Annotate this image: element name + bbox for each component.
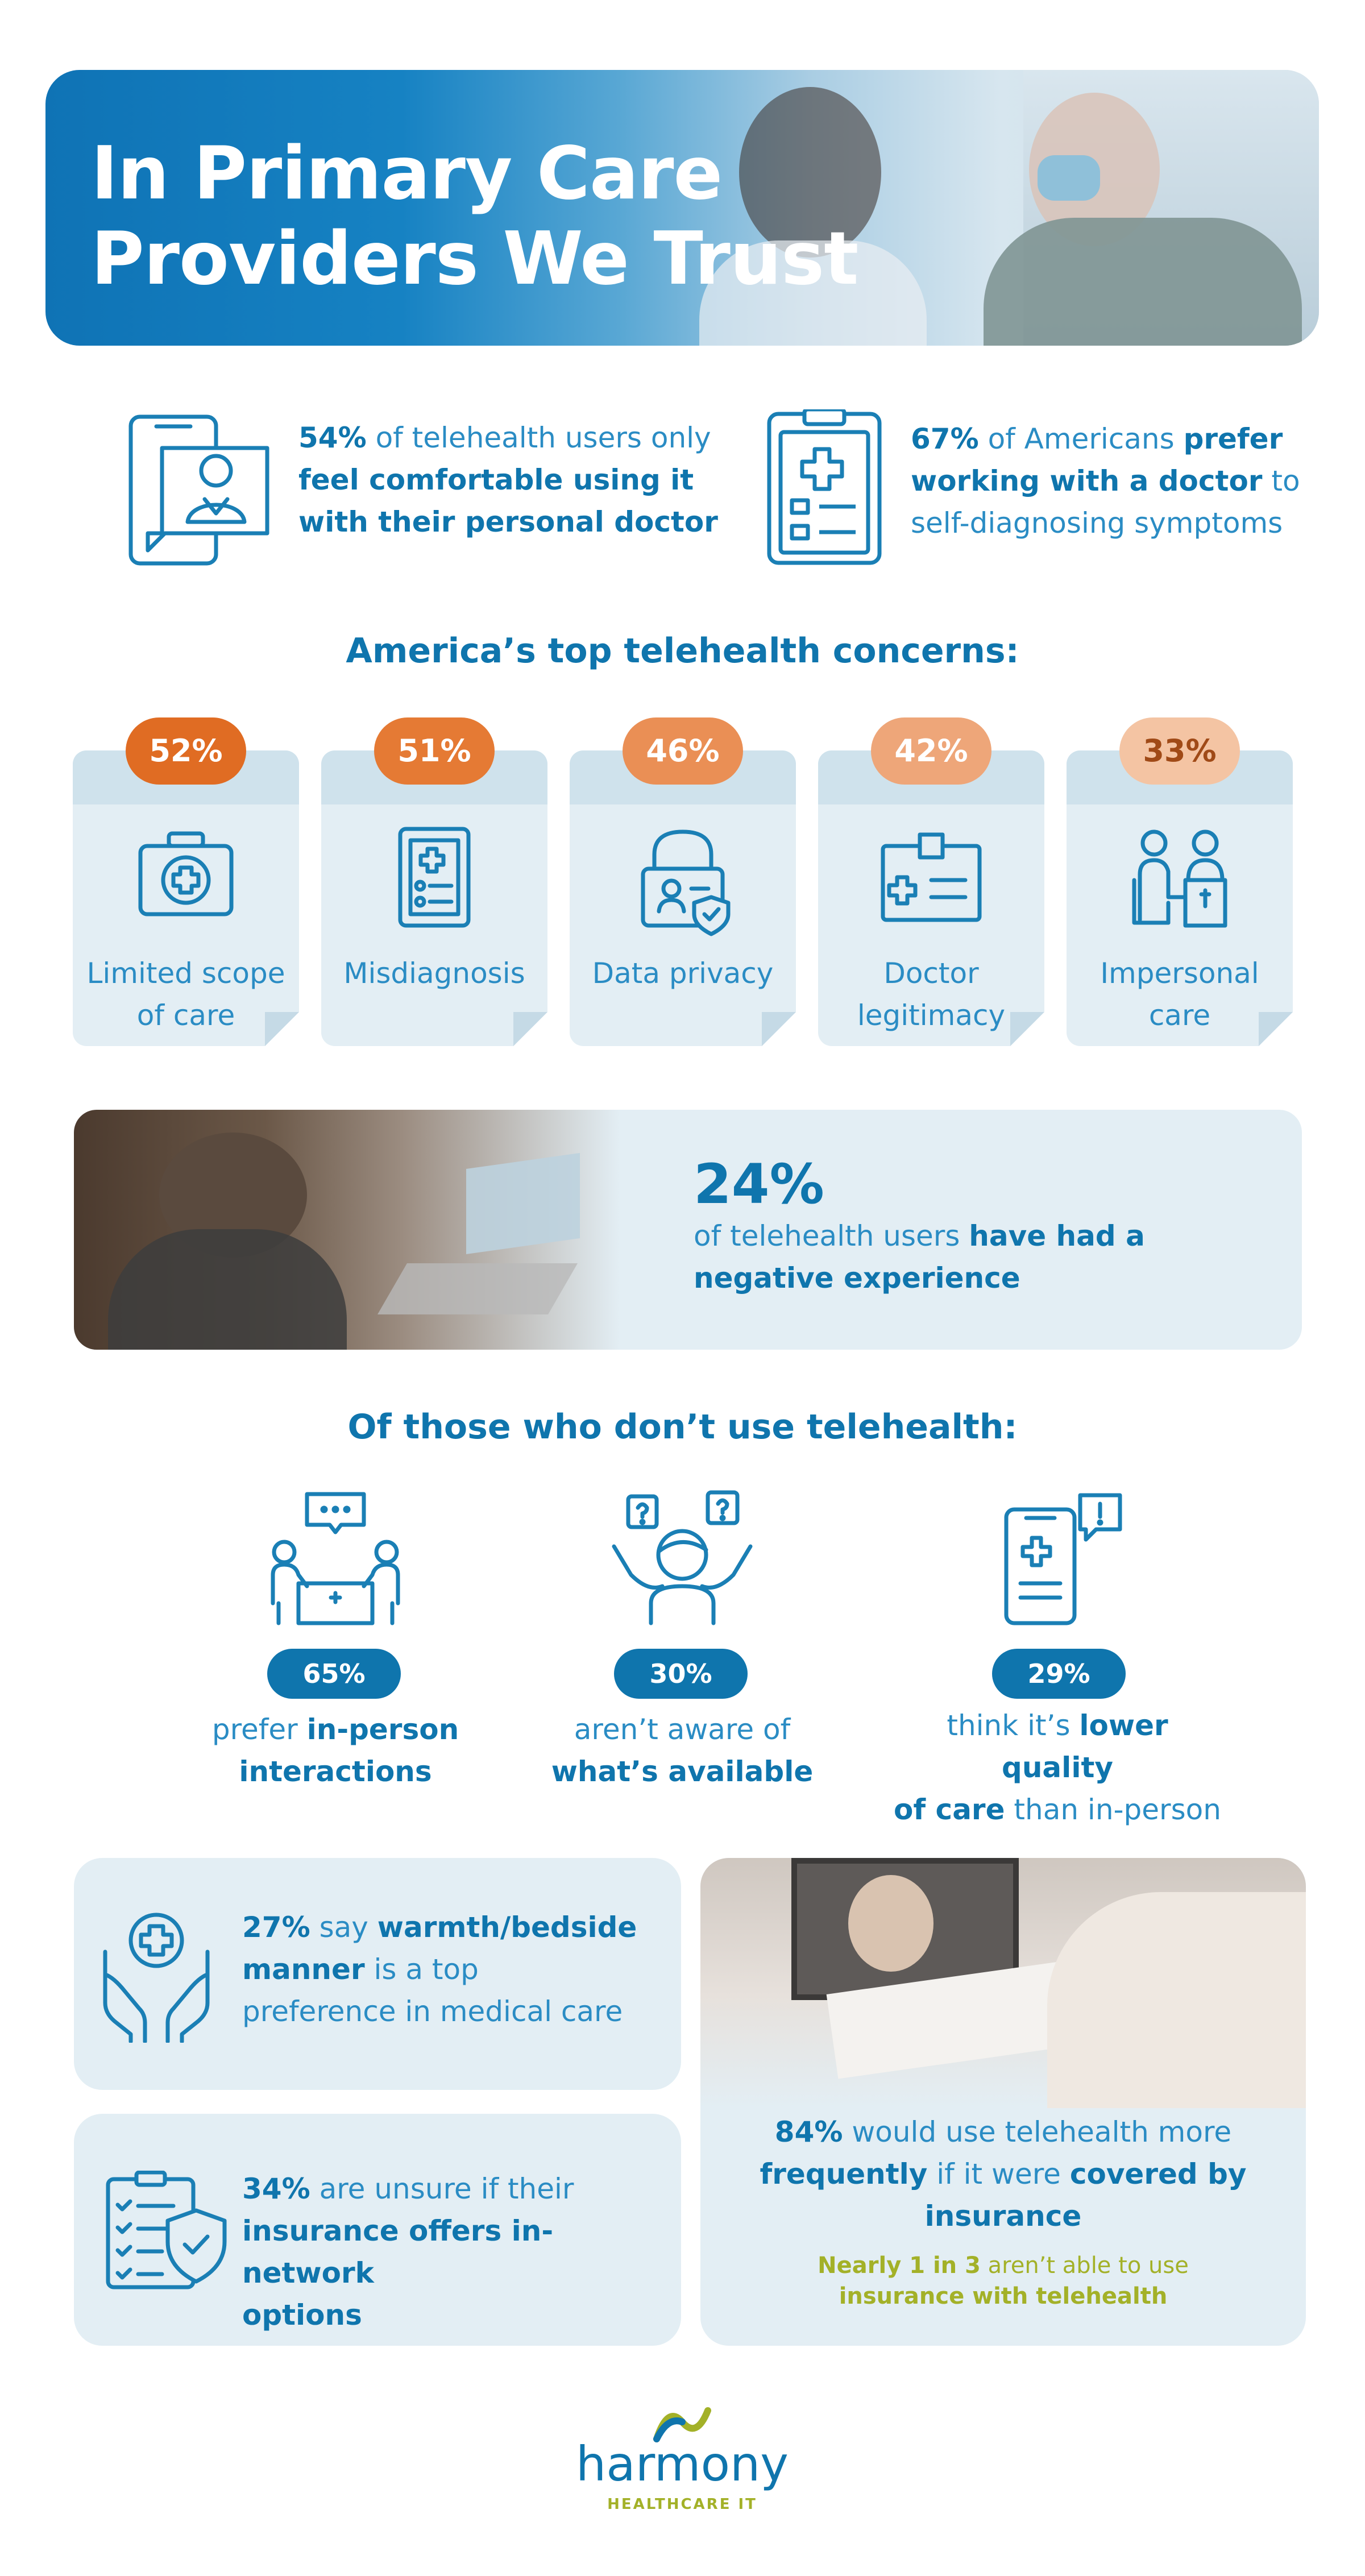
negative-experience-text: of telehealth users have had a negative experience <box>694 1219 1145 1295</box>
page-fold-icon <box>1259 1012 1293 1046</box>
logo-wordmark: harmony <box>576 2436 789 2492</box>
hero-banner <box>45 70 1319 346</box>
concern-label: Limited scope of care <box>86 957 285 1032</box>
page-fold-icon <box>265 1012 299 1046</box>
medical-chart-icon <box>377 823 491 937</box>
concern-percent-badge: 46% <box>623 717 743 785</box>
concern-card <box>1067 750 1293 1046</box>
concern-percent-badge: 52% <box>126 717 246 785</box>
medical-clipboard-icon <box>765 409 884 569</box>
concerns-title: America’s top telehealth concerns: <box>346 631 1019 671</box>
negative-experience-percent: 24% <box>694 1152 824 1216</box>
concern-card <box>570 750 796 1046</box>
concern-card <box>818 750 1044 1046</box>
negative-experience-photo <box>74 1110 620 1350</box>
non-user-stat-lower-quality <box>887 1490 1228 1826</box>
concern-label: Impersonal care <box>1100 957 1259 1032</box>
lock-shield-icon <box>626 823 740 937</box>
caring-hands-icon <box>99 1906 213 2043</box>
unaware-text: aren’t aware of what’s available <box>551 1713 814 1788</box>
harmony-logo <box>569 2405 796 2524</box>
medical-kit-icon <box>129 823 243 937</box>
id-badge-icon <box>874 823 988 937</box>
confused-person-icon <box>608 1490 756 1626</box>
concern-percent-badge: 42% <box>871 717 991 785</box>
in-person-percent-badge: 65% <box>267 1649 401 1699</box>
page-title: In Primary Care Providers We Trust <box>91 131 858 301</box>
coverage-note: Nearly 1 in 3 aren’t able to use insurance with telehealth <box>818 2253 1189 2309</box>
unaware-percent-badge: 30% <box>614 1649 748 1699</box>
stat-personal-doctor-text: 54% of telehealth users only feel comfortable using it with their personal doctor <box>298 421 718 538</box>
concern-percent-badge: 33% <box>1119 717 1240 785</box>
stat-prefer-doctor <box>765 409 1310 569</box>
checklist-shield-icon <box>105 2171 230 2290</box>
page-fold-icon <box>513 1012 547 1046</box>
lower-quality-text: think it’s lower quality of care than in-person <box>894 1709 1221 1826</box>
logo-tagline: HEALTHCARE IT <box>607 2496 757 2513</box>
concern-label: Data privacy <box>592 957 774 990</box>
insurance-panel <box>74 2114 681 2346</box>
warmth-panel <box>74 1858 681 2090</box>
waiting-room-icon <box>1123 823 1237 937</box>
consultation-icon <box>267 1490 404 1626</box>
concern-label: Doctor legitimacy <box>857 957 1006 1032</box>
page-fold-icon <box>762 1012 796 1046</box>
coverage-panel <box>700 1858 1306 2346</box>
stat-prefer-doctor-text: 67% of Americans prefer working with a doctor to self-diagnosing symptoms <box>911 422 1300 540</box>
in-person-text: prefer in-person interactions <box>211 1713 459 1788</box>
concern-percent-badge: 51% <box>374 717 495 785</box>
non-user-stat-unaware <box>540 1490 824 1788</box>
warmth-text: 27% say warmth/bedside manner is a top preference in medical care <box>242 1911 637 2028</box>
lower-quality-percent-badge: 29% <box>992 1649 1126 1699</box>
non-user-stat-in-person <box>193 1490 478 1788</box>
insurance-text: 34% are unsure if their insurance offers in-network options <box>242 2172 574 2332</box>
concern-card <box>321 750 547 1046</box>
phone-alert-icon <box>1001 1490 1126 1626</box>
coverage-text: 84% would use telehealth more frequently if it were covered by insurance <box>760 2115 1247 2233</box>
concern-card <box>73 750 299 1046</box>
coverage-photo <box>700 1858 1306 2108</box>
negative-experience-panel <box>74 1110 1302 1350</box>
stat-personal-doctor <box>125 414 722 567</box>
concern-label: Misdiagnosis <box>343 957 525 990</box>
page-fold-icon <box>1010 1012 1044 1046</box>
non-users-title: Of those who don’t use telehealth: <box>347 1407 1018 1447</box>
doctor-video-phone-icon <box>125 414 273 567</box>
